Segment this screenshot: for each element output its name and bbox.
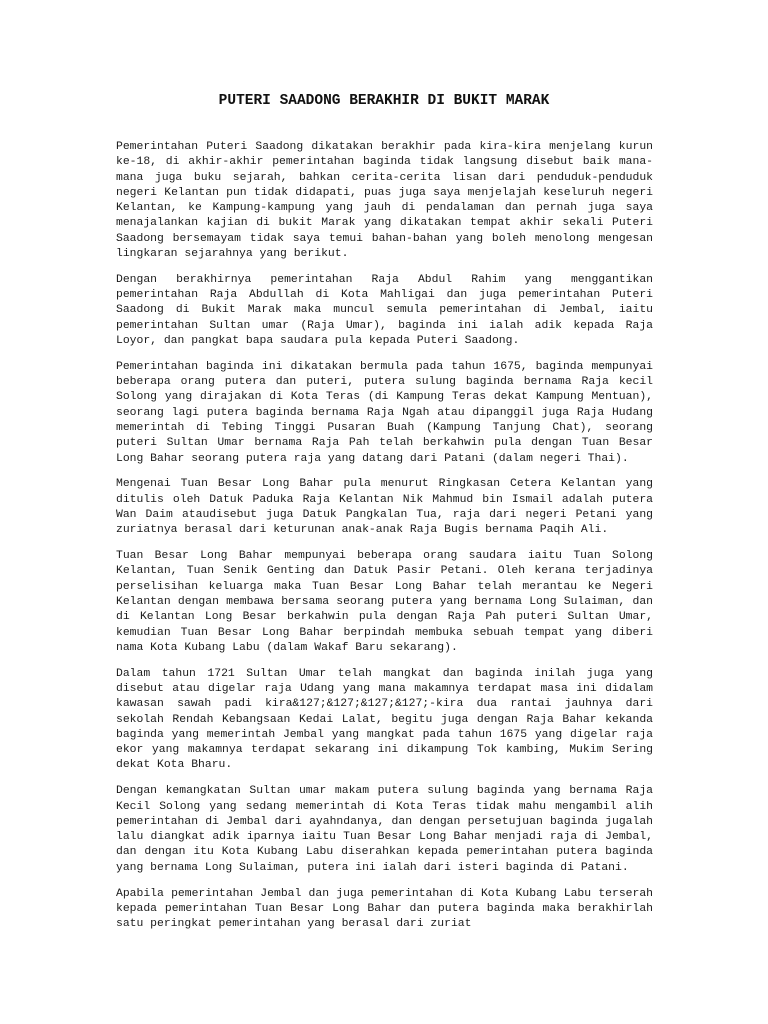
paragraph-4: Mengenai Tuan Besar Long Bahar pula menurut Ringkasan Cetera Kelantan yang ditulis oleh Datuk Paduka Raja Kelantan Nik Mahmud bin Ismail adalah putera Wan Daim ataudisebut juga Datuk Pangkalan Tua, raja dari negeri Petani yang zuriatnya berasal dari keturunan anak-anak Raja Bugis bernama Paqih Ali. — [116, 478, 653, 537]
paragraph-6: Dalam tahun 1721 Sultan Umar telah mangkat dan baginda inilah juga yang disebut atau digelar raja Udang yang mana makamnya terdapat masa ini didalam kawasan sawah padi kira&127;&127;&127;&127;-kira dua rantai jauhnya dari sekolah Rendah Kebangsaan Kedai Lalat, begitu juga dengan Raja Bahar kekanda baginda yang memerintah Jembal yang mangkat pada tahun 1675 yang digelar raja ekor yang makamnya terdapat sekarang ini dikampung Tok kambing, Mukim Sering dekat Kota Bharu. — [116, 667, 653, 772]
paragraph-1: Pemerintahan Puteri Saadong dikatakan berakhir pada kira-kira menjelang kurun ke-18, di akhir-akhir pemerintahan baginda tidak langsung disebut baik mana-mana juga buku sejarah, bahkan cerita-cerita lisan dari penduduk-penduduk negeri Kelantan pun tidak didapati, puas juga saya menjelajah keseluruh negeri Kelantan, ke Kampung-kampung yang jauh di pendalaman dan pernah juga saya menajalankan kajian di bukit Marak yang dikatakan tempat akhir sekali Puteri Saadong bersemayam tidak saya temui bahan-bahan yang boleh menolong mengesan lingkaran sejarahnya yang berikut. — [116, 141, 653, 261]
paragraph-5: Tuan Besar Long Bahar mempunyai beberapa orang saudara iaitu Tuan Solong Kelantan, Tuan Senik Genting dan Datuk Pasir Petani. Oleh kerana terjadinya perselisihan keluarga maka Tuan Besar Long Bahar telah merantau ke Negeri Kelantan dengan membawa bersama seorang putera yang bernama Long Sulaiman, dan di Kelantan Long Besar berkahwin pula dengan Raja Pah puteri Sultan Umar, kemudian Tuan Besar Long Bahar berpindah membuka sebuah tempat yang diberi nama Kota Kubang Labu (dalam Wakaf Baru sekarang). — [116, 550, 653, 654]
paragraph-3: Pemerintahan baginda ini dikatakan bermula pada tahun 1675, baginda mempunyai beberapa orang putera dan puteri, putera sulung baginda bernama Raja kecil Solong yang dirajakan di Kota Teras (di Kampung Teras dekat Kampung Mentuan), seorang lagi putera baginda bernama Raja Ngah atau dipanggil juga Raja Hudang memerintah di Tebing Tinggi Pusaran Buah (Kampung Tanjung Chat), seorang puteri Sultan Umar bernama Raja Pah telah berkahwin pula dengan Tuan Besar Long Bahar seorang putera raja yang datang dari Patani (dalam negeri Thai). — [116, 360, 653, 465]
document-body — [116, 140, 653, 943]
paragraph-7: Dengan kemangkatan Sultan umar makam putera sulung baginda yang bernama Raja Kecil Solong yang sedang memerintah di Kota Teras tidak mahu mengambil alih pemerintahan di Jembal dari ayahndanya, dan dengan persetujuan baginda jugalah lalu diangkat adik iparnya iaitu Tuan Besar Long Bahar menjadi raja di Jembal, dan dengan itu Kota Kubang Labu diserahkan kepada pemerintahan putera baginda yang bernama Long Sulaiman, putera ini ialah dari isteri baginda di Patani. — [116, 785, 653, 874]
document-title: PUTERI SAADONG BERAKHIR DI BUKIT MARAK — [218, 93, 550, 109]
paragraph-2: Dengan berakhirnya pemerintahan Raja Abdul Rahim yang menggantikan pemerintahan Raja Abdullah di Kota Mahligai dan juga pemerintahan Puteri Saadong di Bukit Marak maka muncul semula pemerintahan di Jembal, iaitu pemerintahan Sultan umar (Raja Umar), baginda ini ialah adik kepada Raja Loyor, dan pangkat bapa saudara pula kepada Puteri Saadong. — [116, 273, 653, 348]
paragraph-8: Apabila pemerintahan Jembal dan juga pemerintahan di Kota Kubang Labu terserah kepada pemerintahan Tuan Besar Long Bahar dan putera baginda maka berakhirlah satu peringkat pemerintahan yang berasal dari zuriat — [116, 887, 653, 931]
